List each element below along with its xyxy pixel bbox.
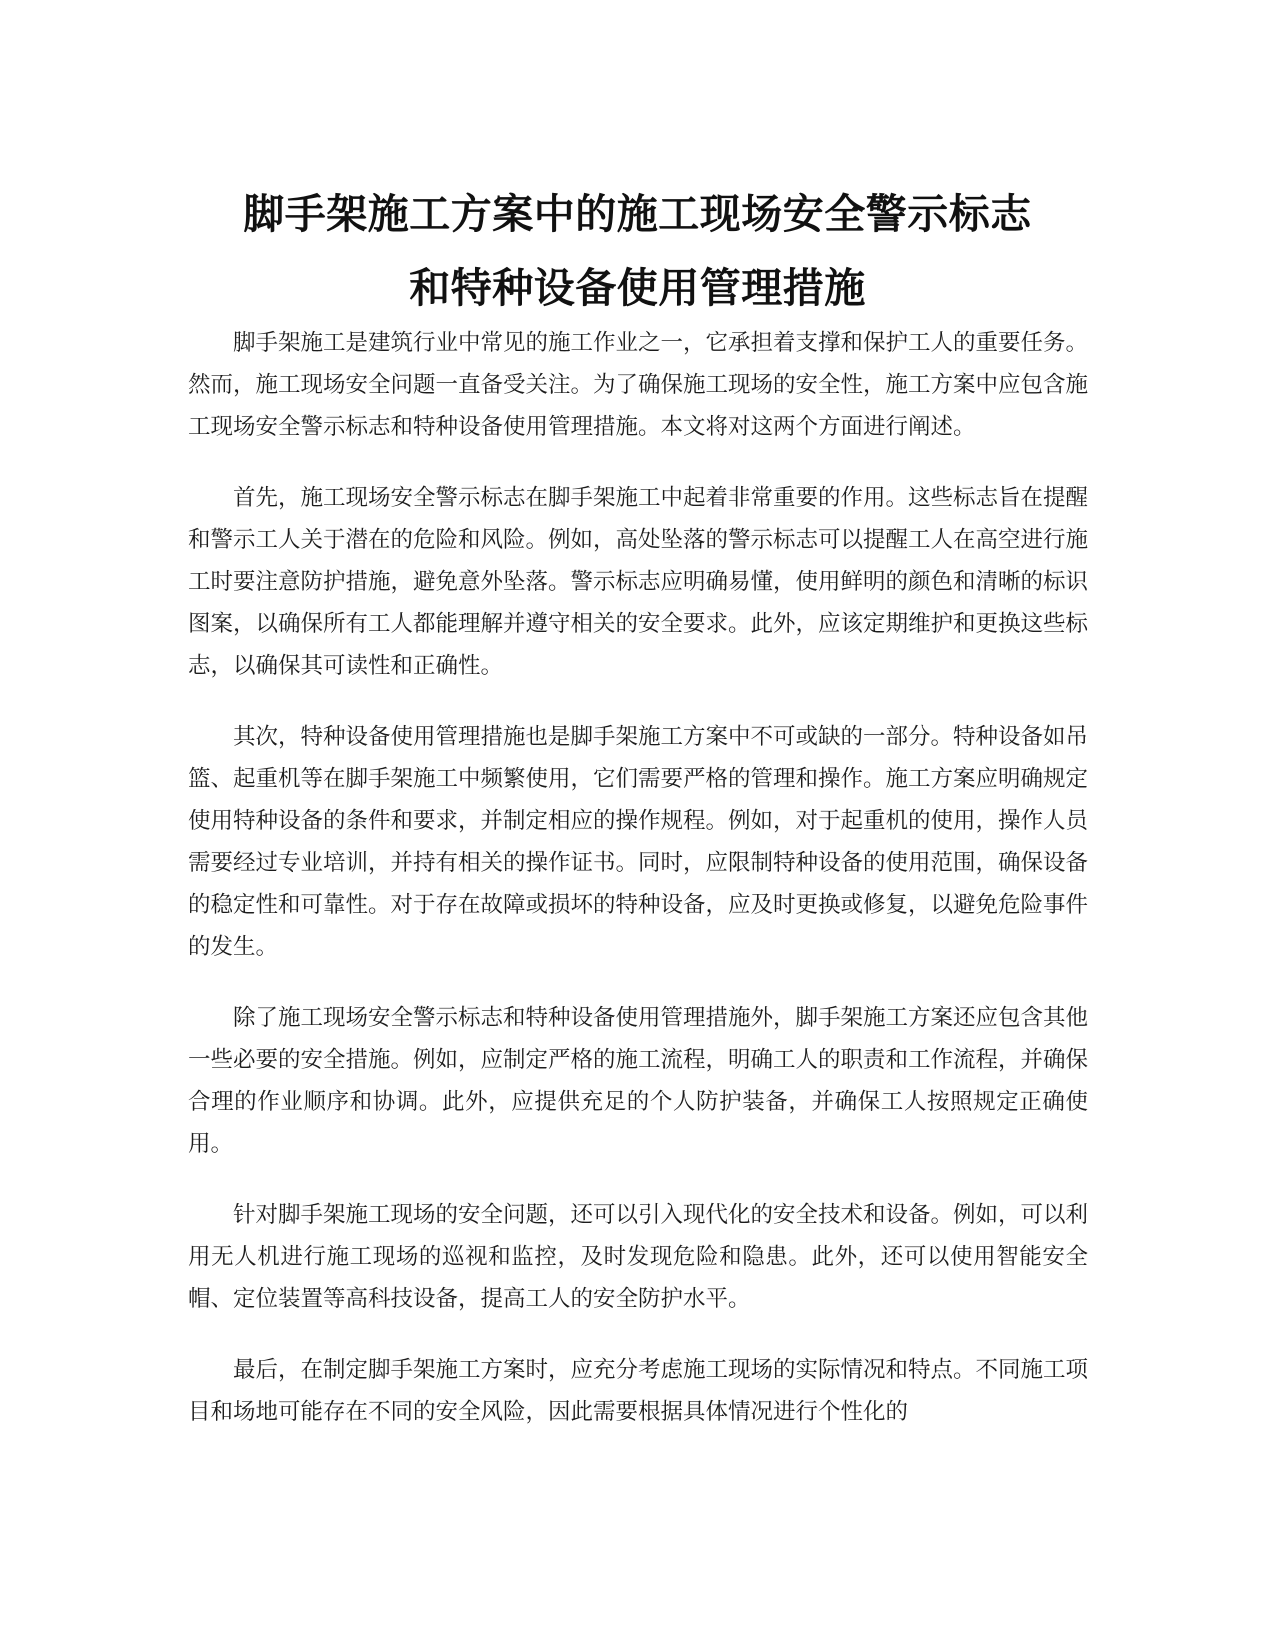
title-line-1: 脚手架施工方案中的施工现场安全警示标志: [243, 190, 1032, 239]
paragraph-intro: 脚手架施工是建筑行业中常见的施工作业之一，它承担着支撑和保护工人的重要任务。然而，施工现场安全问题一直备受关注。为了确保施工现场的安全性，施工方案中应包含施工现场安全警示标志和特种设备使用管理措施。本文将对这两个方面进行阐述。: [188, 330, 1089, 440]
document-title: [180, 177, 1095, 325]
paragraph-conclusion: 最后，在制定脚手架施工方案时，应充分考虑施工现场的实际情况和特点。不同施工项目和场地可能存在不同的安全风险，因此需要根据具体情况进行个性化的: [188, 1357, 1089, 1425]
paragraph-special-equipment: 其次，特种设备使用管理措施也是脚手架施工方案中不可或缺的一部分。特种设备如吊篮、起重机等在脚手架施工中频繁使用，它们需要严格的管理和操作。施工方案应明确规定使用特种设备的条件和要求，并制定相应的操作规程。例如，对于起重机的使用，操作人员需要经过专业培训，并持有相关的操作证书。同时，应限制特种设备的使用范围，确保设备的稳定性和可靠性。对于存在故障或损坏的特种设备，应及时更换或修复，以避免危险事件的发生。: [188, 724, 1089, 960]
title-line-2: 和特种设备使用管理措施: [409, 264, 866, 313]
paragraph-other-measures: 除了施工现场安全警示标志和特种设备使用管理措施外，脚手架施工方案还应包含其他一些必要的安全措施。例如，应制定严格的施工流程，明确工人的职责和工作流程，并确保合理的作业顺序和协调。此外，应提供充足的个人防护装备，并确保工人按照规定正确使用。: [188, 1005, 1089, 1157]
paragraph-warning-signs: 首先，施工现场安全警示标志在脚手架施工中起着非常重要的作用。这些标志旨在提醒和警示工人关于潜在的危险和风险。例如，高处坠落的警示标志可以提醒工人在高空进行施工时要注意防护措施，避免意外坠落。警示标志应明确易懂，使用鲜明的颜色和清晰的标识图案，以确保所有工人都能理解并遵守相关的安全要求。此外，应该定期维护和更换这些标志，以确保其可读性和正确性。: [188, 485, 1089, 679]
paragraph-modern-technology: 针对脚手架施工现场的安全问题，还可以引入现代化的安全技术和设备。例如，可以利用无人机进行施工现场的巡视和监控，及时发现危险和隐患。此外，还可以使用智能安全帽、定位装置等高科技设备，提高工人的安全防护水平。: [188, 1202, 1089, 1312]
document-body: [188, 322, 1088, 1462]
